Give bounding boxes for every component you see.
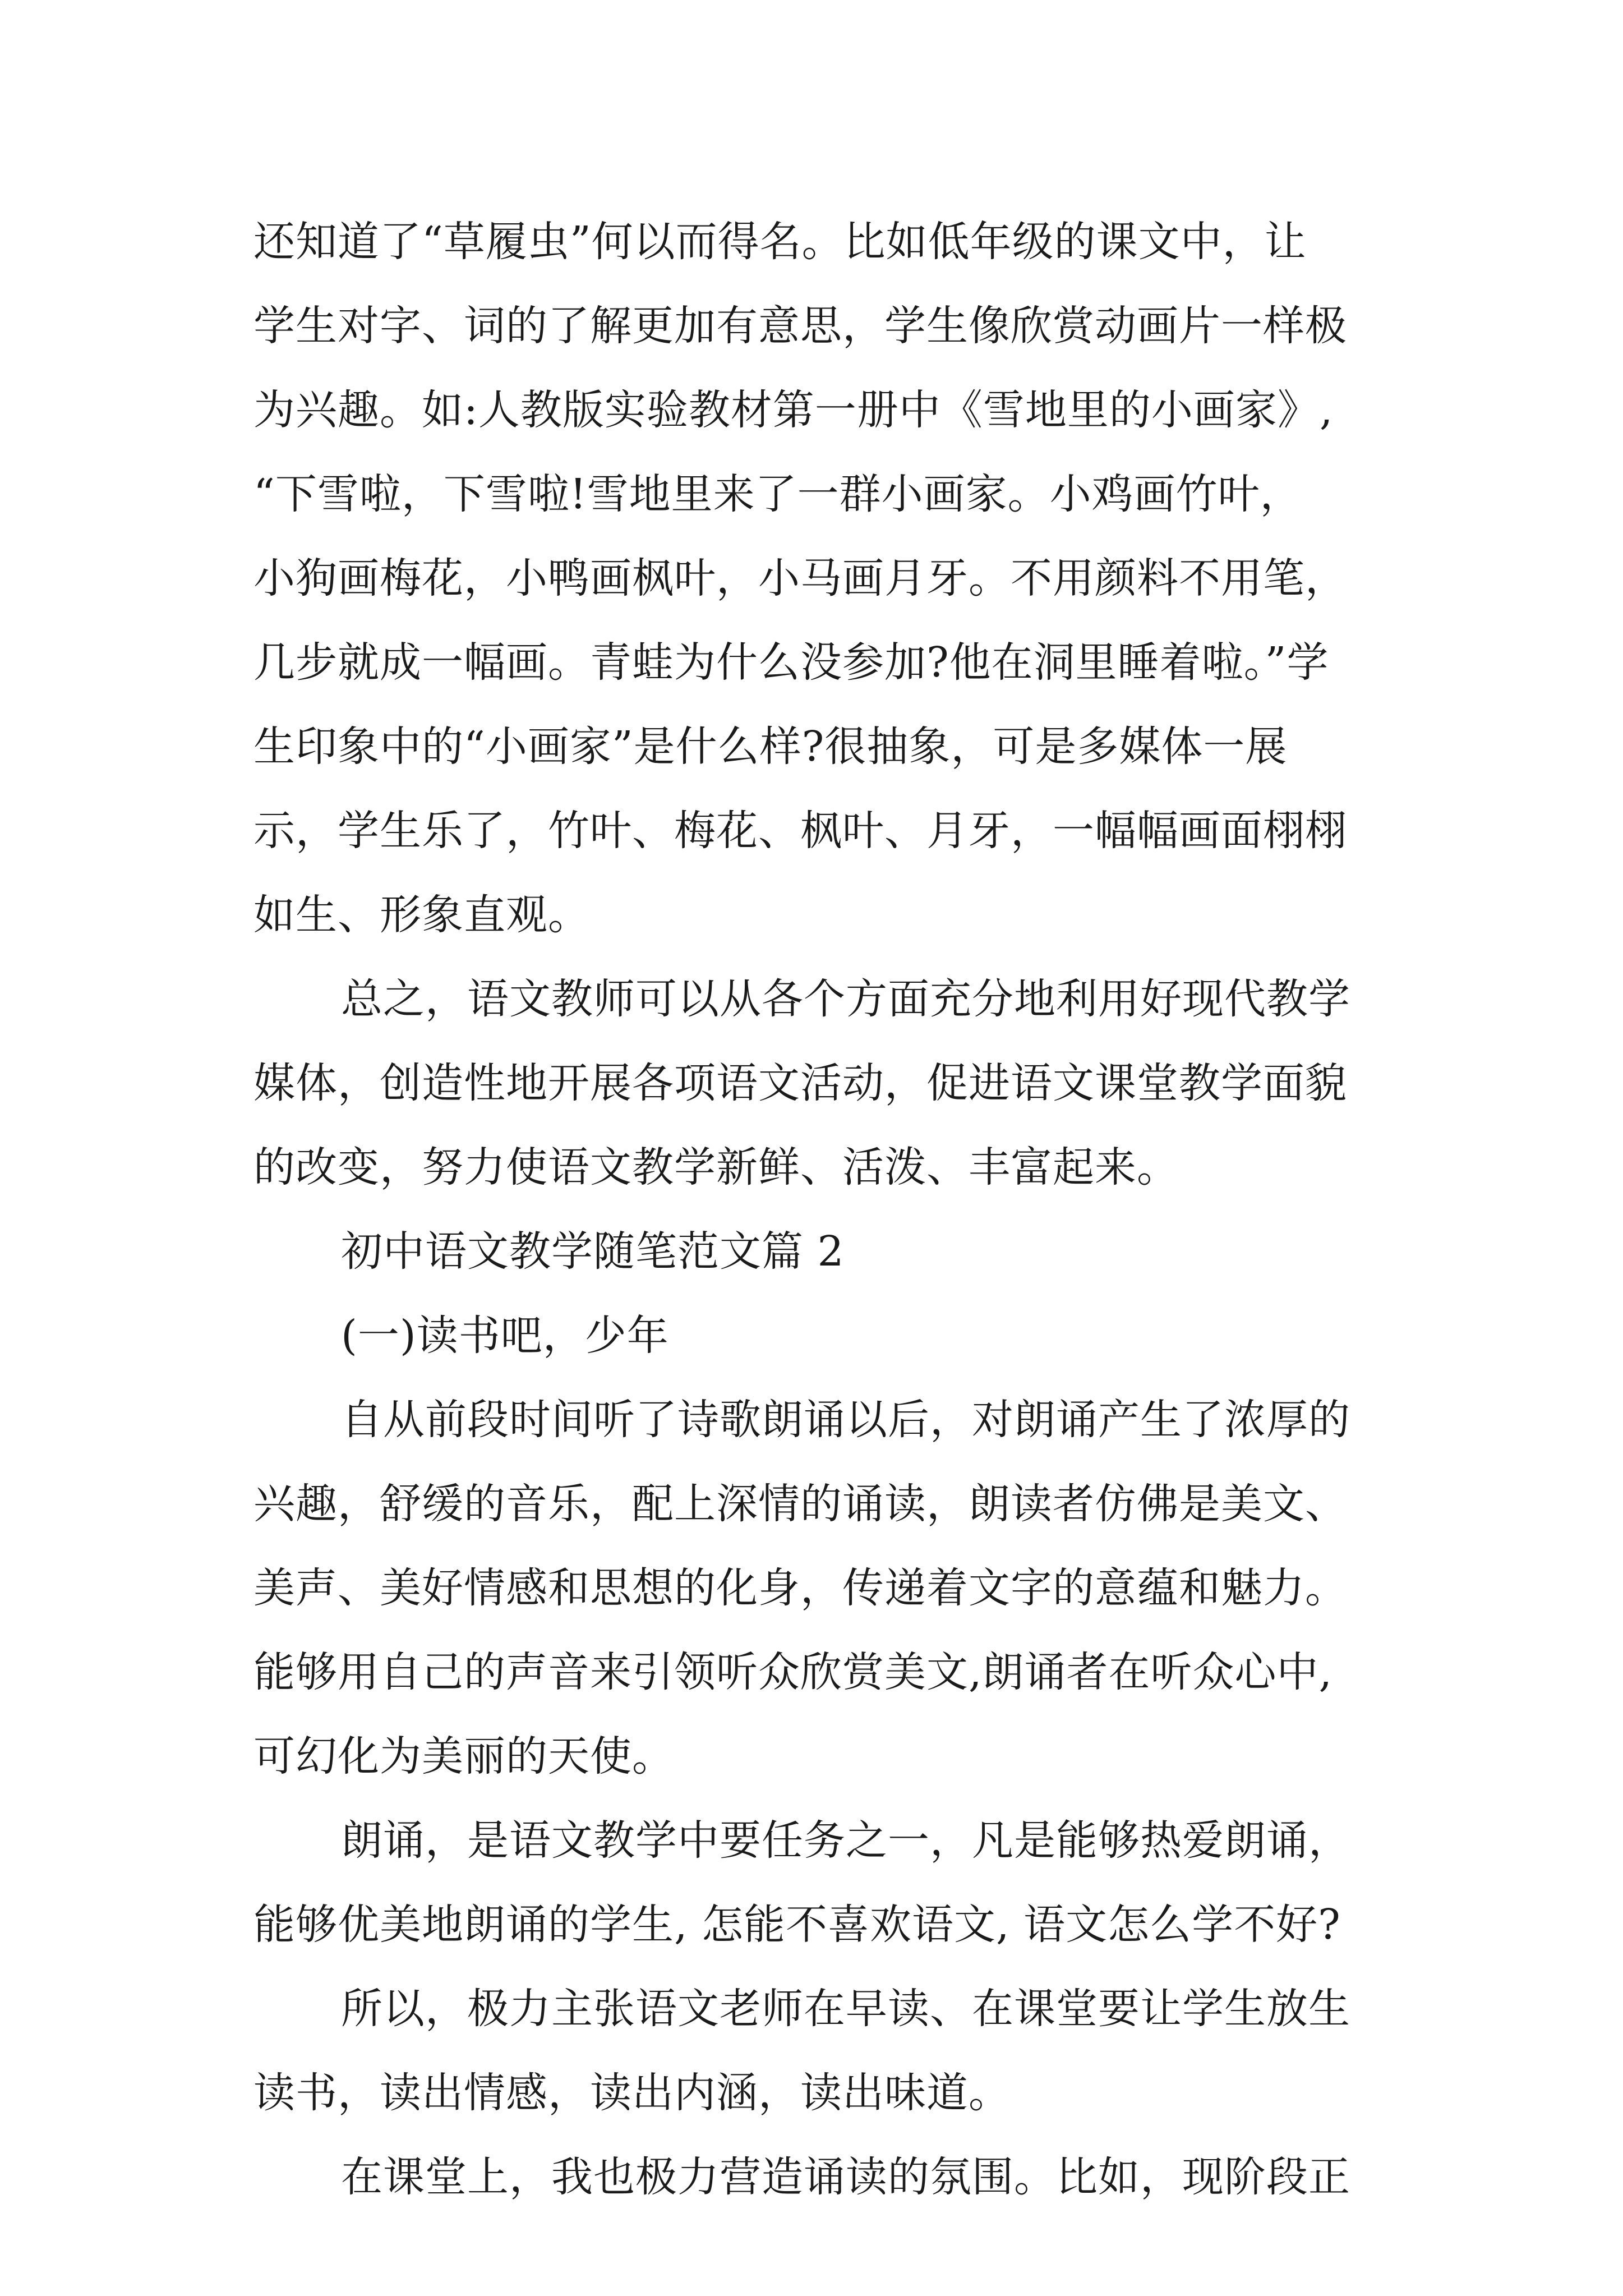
text-line: 兴趣，舒缓的音乐，配上深情的诵读，朗读者仿佛是美文、 <box>253 1480 1347 1528</box>
text-line: 几步就成一幅画。青蛙为什么没参加?他在洞里睡着啦。”学 <box>253 638 1329 687</box>
text-line: 美声、美好情感和思想的化身，传递着文字的意蕴和魅力。 <box>253 1564 1347 1612</box>
text-line: 小狗画梅花，小鸭画枫叶，小马画月牙。不用颜料不用笔， <box>253 554 1347 602</box>
text-line: 生印象中的“小画家”是什么样?很抽象，可是多媒体一展 <box>253 723 1288 771</box>
paragraph-first-line: 朗诵，是语文教学中要任务之一，凡是能够热爱朗诵， <box>341 1816 1350 1865</box>
paragraph-first-line: 总之，语文教师可以从各个方面充分地利用好现代教学 <box>341 975 1350 1023</box>
text-line: 的改变，努力使语文教学新鲜、活泼、丰富起来。 <box>253 1143 1179 1191</box>
text-line: 学生对字、词的了解更加有意思，学生像欣赏动画片一样极 <box>253 302 1347 350</box>
text-line: 能够优美地朗诵的学生, 怎能不喜欢语文, 语文怎么学不好? <box>253 1901 1341 1949</box>
text-line: 能够用自己的声音来引领听众欣赏美文,朗诵者在听众心中, <box>253 1648 1333 1696</box>
text-line: 读书，读出情感，读出内涵，读出味道。 <box>253 2069 1011 2117</box>
text-line: 为兴趣。如:人教版实验教材第一册中《雪地里的小画家》, <box>253 386 1334 434</box>
subsection-heading: (一)读书吧，少年 <box>341 1312 669 1360</box>
text-line: 示，学生乐了，竹叶、梅花、枫叶、月牙，一幅幅画面栩栩 <box>253 807 1347 855</box>
text-line: 如生、形象直观。 <box>253 891 590 939</box>
text-line: 可幻化为美丽的天使。 <box>253 1732 674 1780</box>
text-line: 还知道了“草履虫”何以而得名。比如低年级的课文中，让 <box>253 218 1307 266</box>
section-heading: 初中语文教学随笔范文篇 2 <box>341 1227 845 1276</box>
paragraph-first-line: 所以，极力主张语文老师在早读、在课堂要让学生放生 <box>341 1985 1350 2033</box>
paragraph-first-line: 在课堂上，我也极力营造诵读的氛围。比如，现阶段正 <box>341 2153 1350 2201</box>
text-line: “下雪啦，下雪啦!雪地里来了一群小画家。小鸡画竹叶， <box>253 470 1302 518</box>
text-line: 媒体，创造性地开展各项语文活动，促进语文课堂教学面貌 <box>253 1059 1347 1107</box>
paragraph-first-line: 自从前段时间听了诗歌朗诵以后，对朗诵产生了浓厚的 <box>341 1396 1350 1444</box>
